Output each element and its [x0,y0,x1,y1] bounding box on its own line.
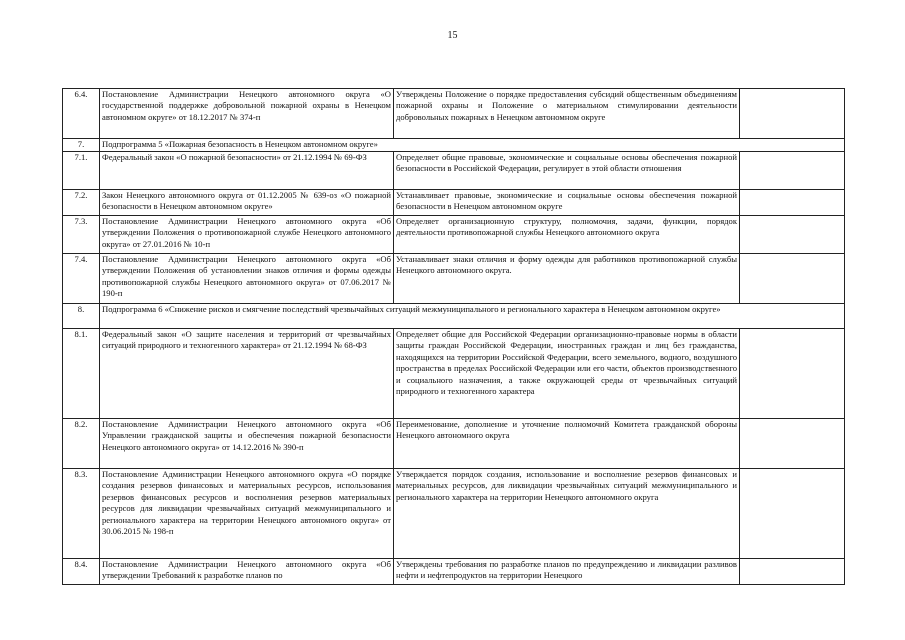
row-number: 8.3. [63,469,100,559]
table-row [63,152,845,190]
row-number: 7.2. [63,190,100,216]
row-number: 6.4. [63,89,100,139]
empty-cell [740,329,845,419]
document-cell: Федеральный закон «О пожарной безопасности» от 21.12.1994 № 69-ФЗ [100,152,394,190]
table-row [63,419,845,469]
section-row [63,304,845,329]
table-row [63,329,845,419]
empty-cell [740,469,845,559]
table-row [63,254,845,304]
table-row [63,469,845,559]
row-number: 8.4. [63,559,100,585]
row-number: 8. [63,304,100,329]
page-number: 15 [447,30,458,41]
document-cell: Постановление Администрации Ненецкого автономного округа «Об утверждении Положения об установлении знаков отличия и формы одежды противопожарной службы Ненецкого автономного округа» от 07.06.2017 № 190-п [100,254,394,304]
description-cell: Определяет общие правовые, экономические и социальные основы обеспечения пожарной безопасности в Российской Федерации, регулирует в этой области отношения [394,152,740,190]
table-row [63,216,845,254]
document-cell: Закон Ненецкого автономного округа от 01.12.2005 № 639-оз «О пожарной безопасности в Ненецком автономном округе» [100,190,394,216]
description-cell: Устанавливает знаки отличия и форму одежды для работников противопожарной службы Ненецкого автономного округа. [394,254,740,304]
description-cell: Определяет организационную структуру, полномочия, задачи, функции, порядок деятельности противопожарной службы Ненецкого автономного округа [394,216,740,254]
document-cell: Постановление Администрации Ненецкого автономного округа «Об утверждении Положения о противопожарной службе Ненецкого автономного округа» от 27.01.2016 № 10-п [100,216,394,254]
description-cell: Определяет общие для Российской Федерации организационно-правовые нормы в области защиты граждан Российской Федерации, иностранных граждан и лиц без гражданства, находящихся на территории Российской Федерации, всего земельного, водного, воздушного пространства в пределах Российской Федерации или его части, объектов производственного и социального назначения, а также окружающей среды от чрезвычайных ситуаций природного и техногенного характера [394,329,740,419]
empty-cell [740,559,845,585]
document-cell: Постановление Администрации Ненецкого автономного округа «Об Управлении гражданской защиты и обеспечения пожарной безопасности Ненецкого автономного округа» от 14.12.2016 № 390-п [100,419,394,469]
description-cell: Утверждены требования по разработке планов по предупреждению и ликвидации разливов нефти и нефтепродуктов на территории Ненецкого [394,559,740,585]
section-row [63,139,845,152]
table-row [63,559,845,585]
empty-cell [740,254,845,304]
description-cell: Утверждены Положение о порядке предоставления субсидий общественным объединениям пожарной охраны и Положение о материальном стимулировании деятельности добровольных пожарных в Ненецком автономном округе [394,89,740,139]
document-cell: Постановление Администрации Ненецкого автономного округа «О порядке создания резервов финансовых и материальных ресурсов, использования резервов финансовых ресурсов и восполнения резервов материальных ресурсов для ликвидации чрезвычайных ситуаций межмуниципального и регионального характера на территории Ненецкого автономного округа» от 30.06.2015 № 198-п [100,469,394,559]
row-number: 8.1. [63,329,100,419]
document-cell: Постановление Администрации Ненецкого автономного округа «О государственной поддержке добровольной пожарной охраны в Ненецком автономном округе» от 18.12.2017 № 374-п [100,89,394,139]
section-title: Подпрограмма 6 «Снижение рисков и смягчение последствий чрезвычайных ситуаций межмуниципального и регионального характера в Ненецком автономном округе» [100,304,845,329]
document-cell: Федеральный закон «О защите населения и территорий от чрезвычайных ситуаций природного и техногенного характера» от 21.12.1994 № 68-ФЗ [100,329,394,419]
empty-cell [740,216,845,254]
empty-cell [740,190,845,216]
row-number: 7.3. [63,216,100,254]
description-cell: Переименование, дополнение и уточнение полномочий Комитета гражданской обороны Ненецкого автономного округа [394,419,740,469]
empty-cell [740,152,845,190]
table-row [63,190,845,216]
empty-cell [740,419,845,469]
row-number: 8.2. [63,419,100,469]
row-number: 7. [63,139,100,152]
description-cell: Устанавливает правовые, экономические и социальные основы обеспечения пожарной безопасности в Ненецком автономном округе [394,190,740,216]
section-title: Подпрограмма 5 «Пожарная безопасность в Ненецком автономном округе» [100,139,845,152]
legal-acts-table [62,88,845,585]
row-number: 7.4. [63,254,100,304]
document-cell: Постановление Администрации Ненецкого автономного округа «Об утверждении Требований к разработке планов по [100,559,394,585]
table-row [63,89,845,139]
description-cell: Утверждается порядок создания, использование и восполнение резервов финансовых и материальных ресурсов, для ликвидации чрезвычайных ситуаций межмуниципального и регионального характера на территории Ненецкого автономного округа [394,469,740,559]
row-number: 7.1. [63,152,100,190]
empty-cell [740,89,845,139]
